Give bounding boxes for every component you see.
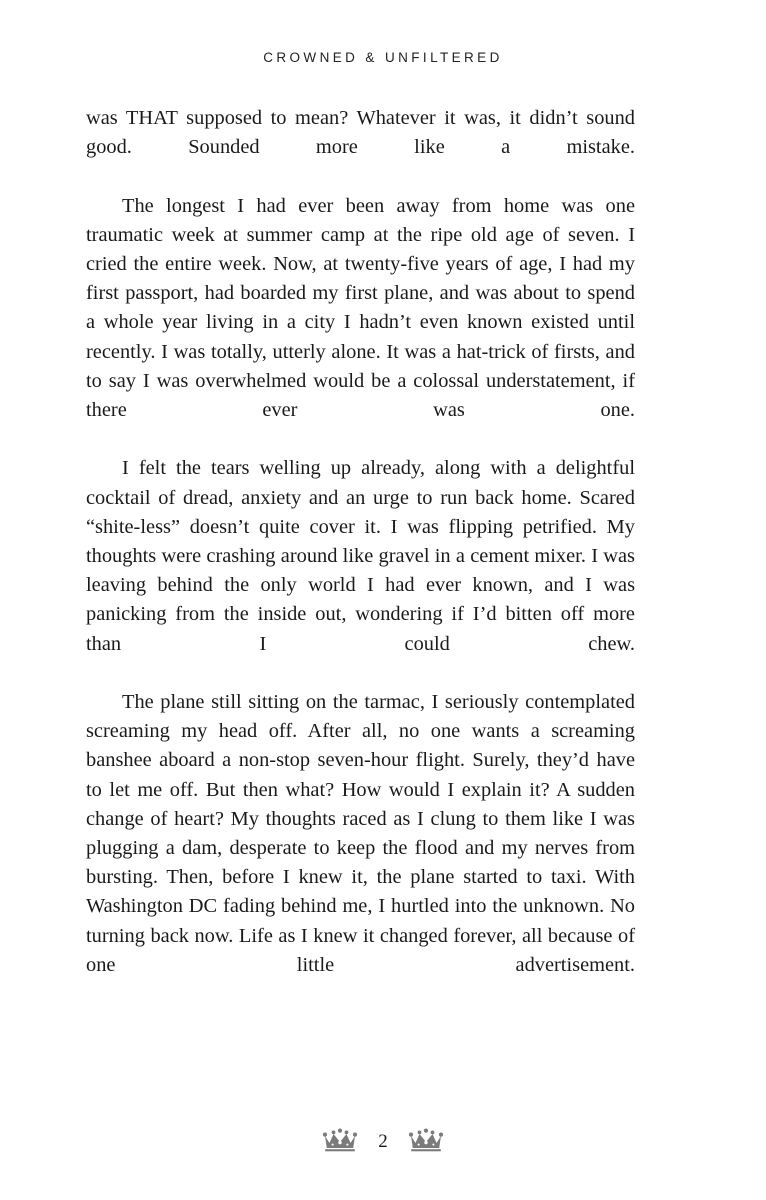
page-footer bbox=[0, 1080, 766, 1200]
paragraph: The plane still sitting on the tarmac, I seriously contemplated screaming my head off. After all, no one wants a screaming banshee aboard a non-stop seven-hour flight. Surely, they’d have to let me off. But then what? How would I explain it? A sudden change of heart? My thoughts raced as I clung to them like I was plugging a dam, desperate to keep the flood and my nerves from bursting. Then, before I knew it, the plane started to taxi. With Washington DC fading behind me, I hurtled into the unknown. No turning back now. Life as I knew it changed forever, all because of one little advertisement. bbox=[86, 691, 635, 976]
paragraph: The longest I had ever been away from home was one traumatic week at summer camp at the ripe old age of seven. I cried the entire week. Now, at twenty-five years of age, I had my first passport, had boarded my first plane, and was about to spend a whole year living in a city I hadn’t even known existed until recently. I was totally, utterly alone. It was a hat-trick of firsts, and to say I was overwhelmed would be a colossal understatement, if there ever was one. bbox=[86, 194, 635, 422]
page-number: 2 bbox=[378, 1130, 388, 1152]
running-head: CROWNED & UNFILTERED bbox=[263, 50, 503, 65]
crown-icon bbox=[320, 1125, 360, 1155]
paragraph: was THAT supposed to mean? Whatever it was, it didn’t sound good. Sounded more like a mistake. bbox=[86, 107, 635, 159]
body-text-block bbox=[86, 104, 635, 1009]
paragraph: I felt the tears welling up already, along with a delightful cocktail of dread, anxiety and an urge to run back home. Scared “shite-less” doesn’t quite cover it. I was flipping petrified. My thoughts were crashing around like gravel in a cement mixer. I was leaving behind the only world I had ever known, and I was panicking from the inside out, wondering if I’d bitten off more than I could chew. bbox=[86, 457, 635, 655]
crown-icon bbox=[406, 1125, 446, 1155]
